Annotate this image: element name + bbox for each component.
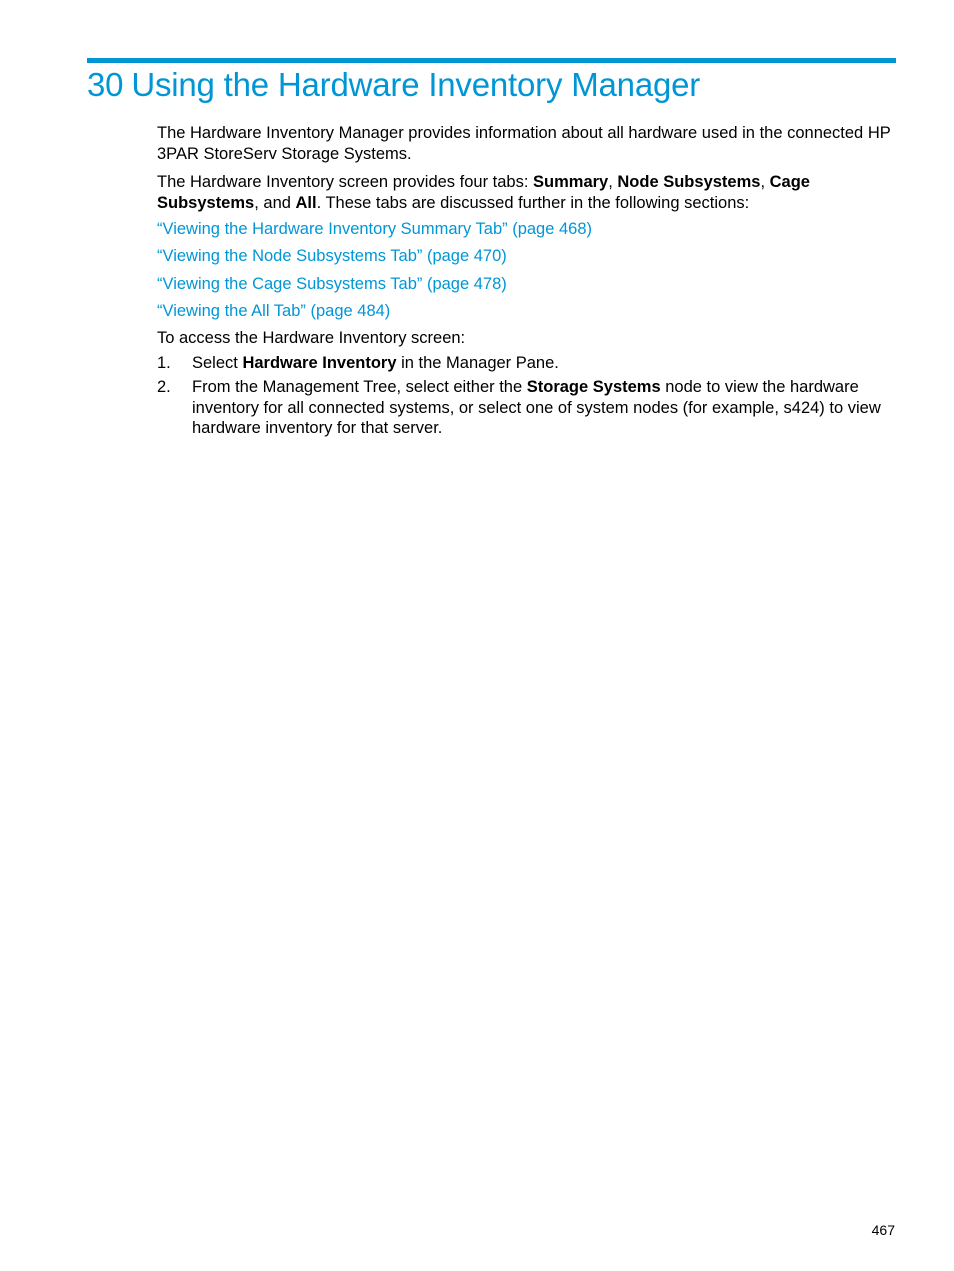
list-item: [157, 353, 897, 374]
chapter-rule: [87, 58, 896, 63]
separator: ,: [608, 173, 618, 191]
tabs-paragraph: [157, 172, 897, 213]
step-number: 1.: [157, 353, 171, 372]
tab-name-cage-subsystems: Cage Subsystems: [157, 173, 810, 212]
tab-name-all: All: [295, 193, 317, 212]
chapter-title-text: Using the Hardware Inventory Manager: [131, 66, 701, 103]
step-ui-term: Storage Systems: [526, 378, 661, 397]
link-node-subsystems-tab[interactable]: “Viewing the Node Subsystems Tab” (page 470): [157, 247, 507, 266]
step-text: node to view the hardware inventory for all connected systems, or select one of system nodes (for example, s424) to view hardware inventory for that server.: [192, 378, 881, 438]
step-text: Select: [192, 353, 243, 372]
step-ui-term: Hardware Inventory: [242, 353, 397, 372]
link-summary-tab[interactable]: “Viewing the Hardware Inventory Summary Tab” (page 468): [157, 220, 593, 238]
tab-name-summary: Summary: [533, 173, 609, 191]
separator: ,: [760, 173, 770, 191]
step-text: From the Management Tree, select either the: [192, 378, 527, 397]
steps-list: [157, 353, 897, 439]
tab-name-node-subsystems: Node Subsystems: [617, 173, 761, 191]
link-cage-subsystems-tab[interactable]: “Viewing the Cage Subsystems Tab” (page 478): [157, 274, 507, 293]
chapter-body: [157, 123, 897, 443]
separator: , and: [254, 193, 296, 212]
tabs-suffix: . These tabs are discussed further in the following sections:: [316, 193, 750, 212]
chapter-number: 30: [87, 66, 124, 103]
access-intro: To access the Hardware Inventory screen:: [157, 329, 466, 348]
list-item: [157, 377, 897, 439]
tabs-prefix: The Hardware Inventory screen provides four tabs:: [157, 173, 534, 191]
link-all-tab[interactable]: “Viewing the All Tab” (page 484): [157, 301, 391, 320]
step-number: 2.: [157, 378, 171, 397]
step-text: in the Manager Pane.: [396, 353, 559, 372]
intro-paragraph: The Hardware Inventory Manager provides information about all hardware used in the connected HP 3PAR StoreServ Storage Systems.: [157, 124, 891, 163]
page-number: 467: [871, 1222, 895, 1238]
chapter-title: [87, 66, 700, 104]
